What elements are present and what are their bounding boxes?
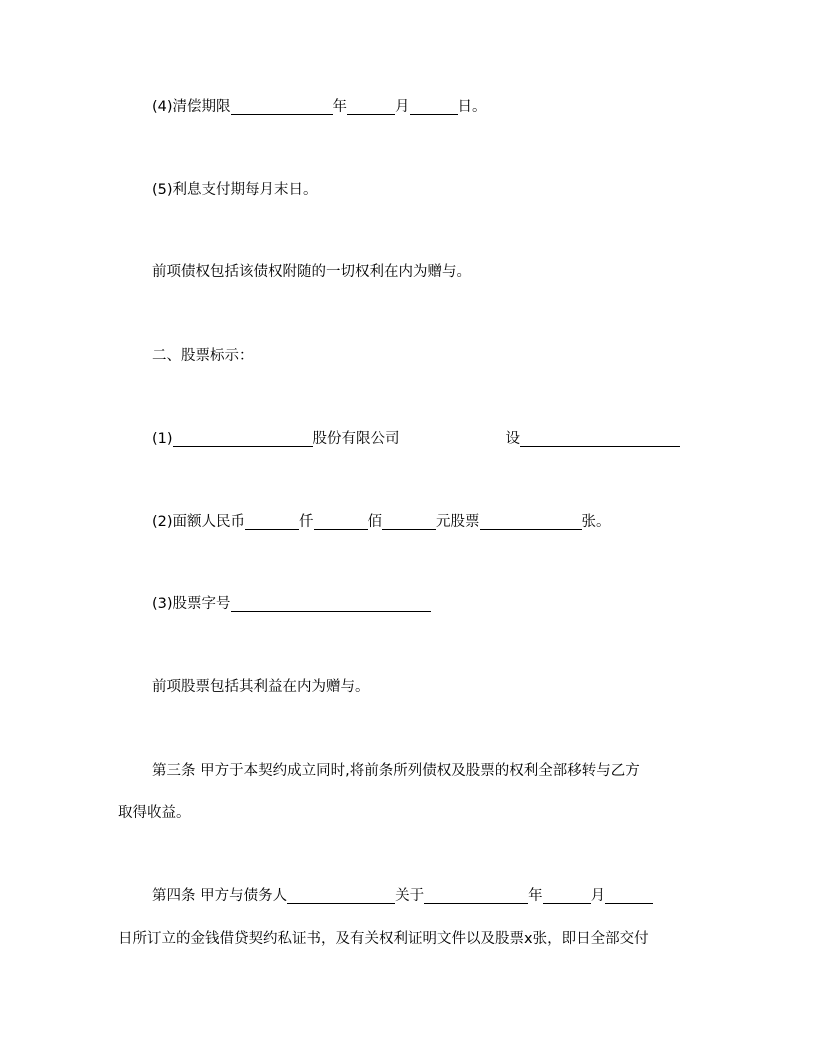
- stock2-yuan-blank: [382, 513, 436, 530]
- stock1-company-blank: [173, 430, 313, 447]
- stock2-thousand-blank: [245, 513, 299, 530]
- stock1-line: [152, 429, 680, 449]
- article3-line2: [118, 803, 191, 823]
- article4-line2: [118, 929, 649, 949]
- item5-text: (5)利息支付期每月末日。: [152, 182, 318, 198]
- debt-note-line: [152, 262, 471, 282]
- section2-title-text: 二、股票标示：: [152, 348, 254, 364]
- stock2-yuan: 元股票: [436, 514, 480, 530]
- item4-line: [152, 97, 487, 117]
- stock1-prefix: (1): [152, 431, 173, 447]
- article4-text2: 日所订立的金钱借贷契约私证书，及有关权利证明文件以及股票x张，即日全部交付: [118, 931, 649, 947]
- article4-month-blank: [605, 887, 653, 904]
- article3-text1: 第三条 甲方于本契约成立同时,将前条所列债权及股票的权利全部移转与乙方: [152, 763, 640, 779]
- article4-debtor-blank: [287, 887, 395, 904]
- article4-year: 年: [528, 888, 543, 904]
- stock2-sheets-blank: [480, 513, 582, 530]
- item4-month-blank: [410, 98, 458, 115]
- stock3-number-blank: [231, 595, 431, 612]
- stock-note-line: [152, 677, 370, 697]
- article4-about: 关于: [395, 888, 425, 904]
- stock3-line: [152, 594, 431, 614]
- article3-line1: [152, 761, 640, 781]
- item4-day: 日。: [457, 99, 487, 115]
- item4-prefix: (4)清偿期限: [152, 99, 231, 115]
- stock-note-text: 前项股票包括其利益在内为赠与。: [152, 679, 370, 695]
- stock2-line: [152, 512, 611, 532]
- stock2-hundred-blank: [314, 513, 368, 530]
- article4-prefix: 第四条 甲方与债务人: [152, 888, 288, 904]
- item4-year-blank: [347, 98, 395, 115]
- debt-note-text: 前项债权包括该债权附随的一切权利在内为赠与。: [152, 264, 471, 280]
- stock2-prefix: (2)面额人民币: [152, 514, 246, 530]
- stock1-located: 设: [505, 431, 521, 447]
- item4-year: 年: [332, 99, 348, 115]
- article3-text2: 取得收益。: [118, 805, 191, 821]
- stock1-location-blank: [520, 430, 680, 447]
- section2-title: [152, 346, 254, 366]
- article4-month: 月: [590, 888, 606, 904]
- stock2-hundred: 佰: [367, 514, 383, 530]
- article4-year-blank: [543, 887, 591, 904]
- item4-term-blank: [231, 98, 333, 115]
- article4-line1: [152, 886, 653, 906]
- stock2-thousand: 仟: [299, 514, 314, 530]
- item4-month: 月: [395, 99, 410, 115]
- stock3-prefix: (3)股票字号: [152, 596, 231, 612]
- stock2-sheets: 张。: [581, 514, 611, 530]
- item5-line: [152, 180, 318, 200]
- stock1-company: 股份有限公司: [312, 431, 400, 447]
- article4-date-blank: [424, 887, 528, 904]
